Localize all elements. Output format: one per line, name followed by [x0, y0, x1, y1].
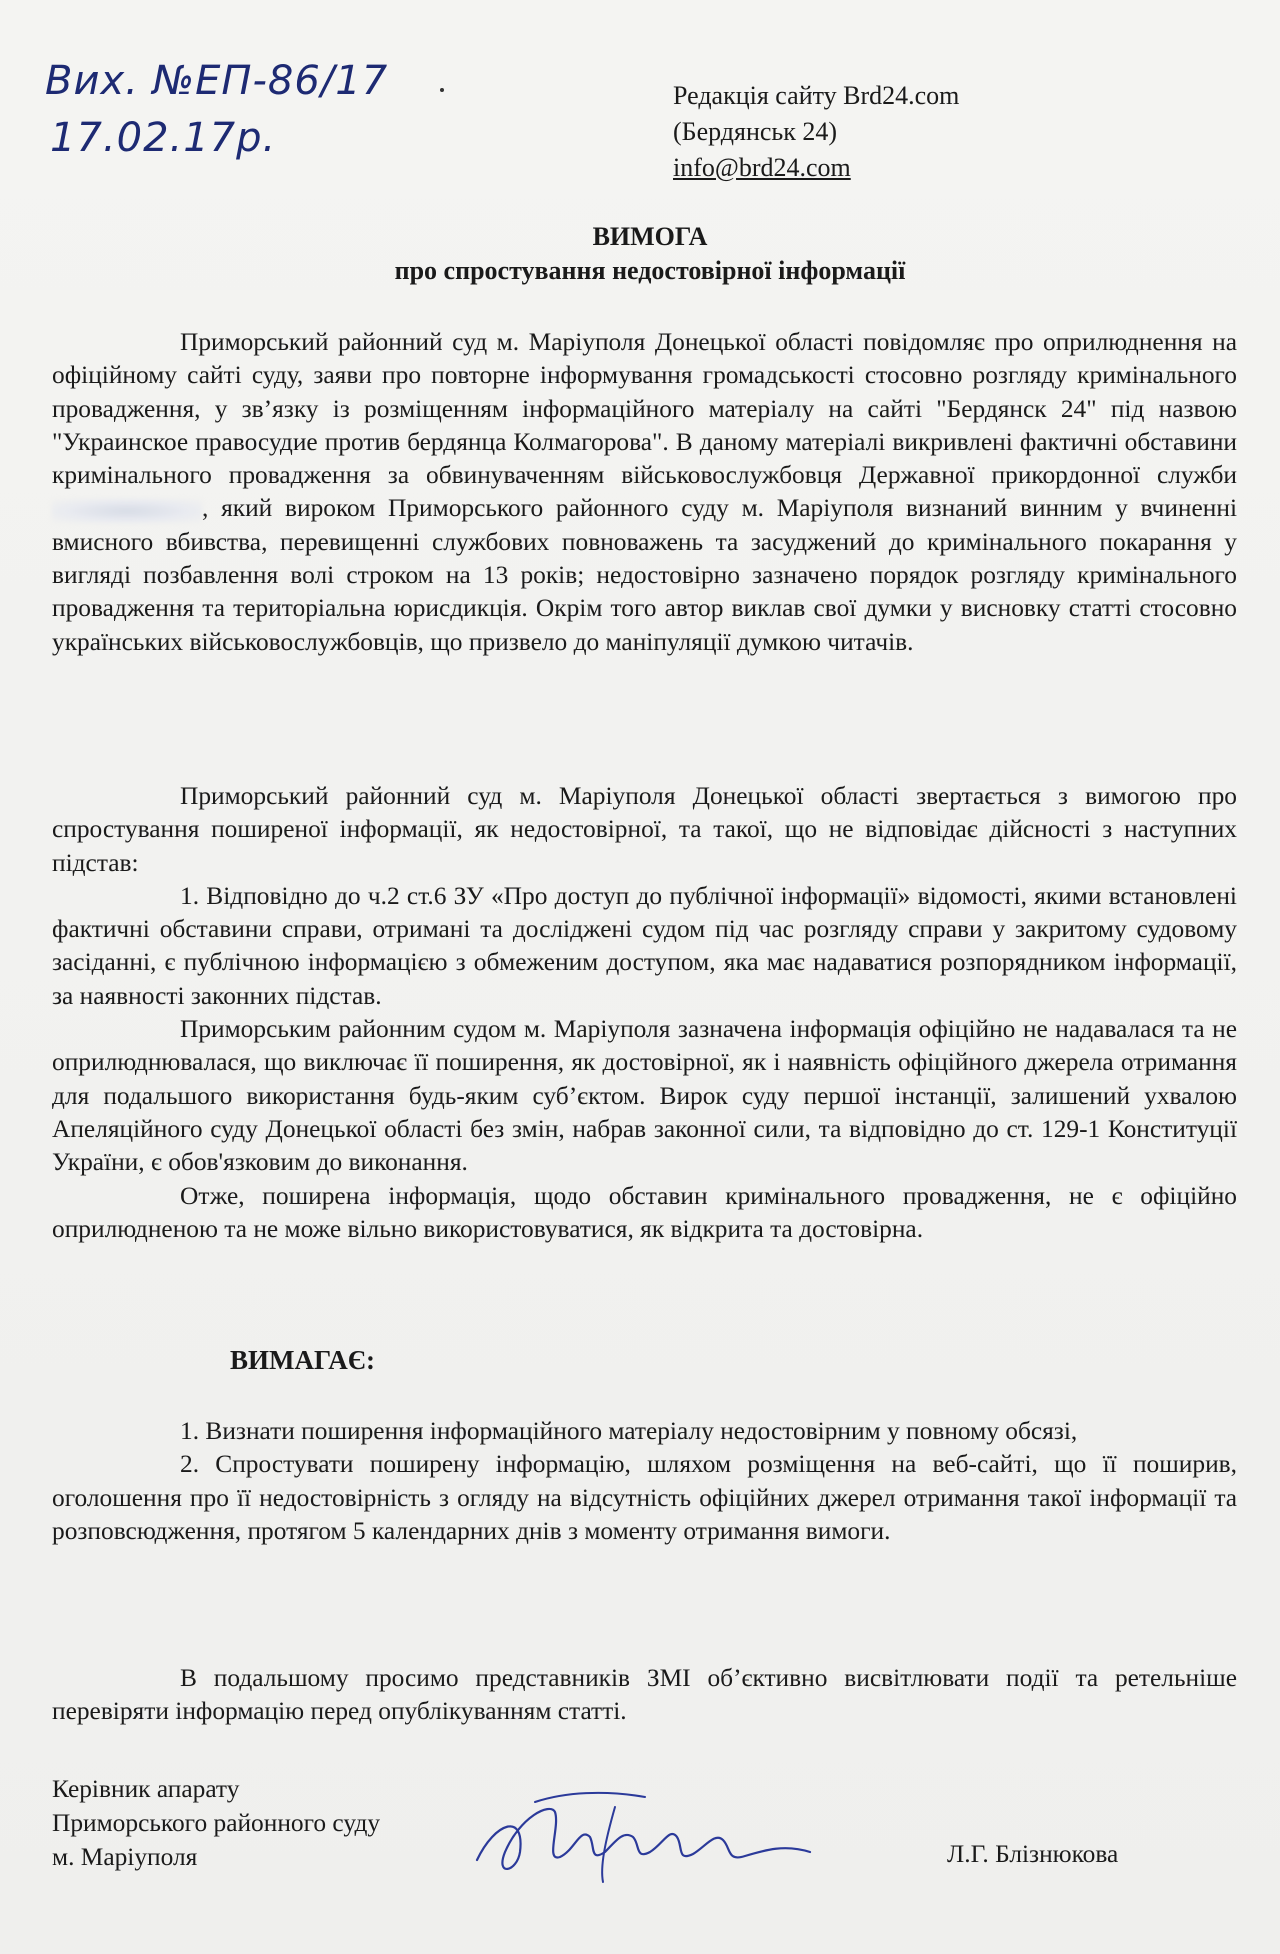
document-title: ВИМОГА: [592, 222, 708, 251]
signer-name: Л.Г. Блізнюкова: [947, 1840, 1119, 1868]
addressee-line2: (Бердянськ 24): [673, 117, 838, 146]
handwritten-outgoing-date: 17.02.17р.: [50, 115, 277, 161]
demand-item-2: 2. Спростувати поширену інформацію, шляхом розміщення на веб-сайті, що її поширив, оголошення про її недостовірність з огляду на відсутність офіційних джерел отримання такої інформації та розповсюдження, протягом 5 календарних днів з моменту отримання вимоги.: [52, 1450, 1237, 1545]
ground-1-paragraph: 1. Відповідно до ч.2 ст.6 ЗУ «Про доступ до публічної інформації» відомості, якими встановлені фактичні обставини справи, отримані та досліджені судом під час розгляду справи у закритому судовому засіданні, є публічною інформацією з обмеженим доступом, яка має надаватися розпорядником інформації, за наявності законних підстав.: [52, 881, 1237, 1010]
intro-text-a: Приморський районний суд м. Маріуполя Донецької області повідомляє про оприлюднення на офіційному сайті суду, заяви про повторне інформування громадськості стосовно розгляду кримінального провадження, у зв’язку із розміщенням інформаційного матеріалу на сайті "Бердянск 24" під назвою "Украинское правосудие против бердянца Колмагорова". В даному матеріалі викривлені фактичні обставини кримінального провадження за обвинуваченням військовослужбовця Державної прикордонної служби: [52, 328, 1237, 490]
addressee-line1: Редакція сайту Brd24.com: [673, 81, 960, 110]
signatory-line1: Керівник апарату: [52, 1775, 240, 1803]
document-subtitle: про спростування недостовірної інформації: [394, 256, 906, 285]
signatory-line2: Приморського районного суду: [52, 1809, 381, 1837]
addressee-block: [673, 78, 959, 186]
appeal-paragraph: Приморський районний суд м. Маріуполя Донецької області звертається з вимогою про спростування поширеної інформації, як недостовірної, та такої, що не відповідає дійсності з наступних підстав:: [52, 782, 1237, 877]
intro-paragraph: [52, 326, 1237, 659]
redacted-name: [52, 499, 202, 523]
addressee-email-link[interactable]: info@brd24.com: [673, 153, 851, 182]
handwritten-signature: [465, 1782, 835, 1892]
handwritten-outgoing-number: Вих. №ЕП-86/17: [45, 58, 389, 104]
demands-heading: ВИМАГАЄ:: [230, 1345, 376, 1375]
ground-3-paragraph: Отже, поширена інформація, щодо обставин кримінального провадження, не є офіційно оприлюдненою та не може вільно використовуватися, як відкрита та достовірна.: [52, 1181, 1237, 1243]
ink-dot: [440, 88, 444, 92]
demand-item-1: 1. Визнати поширення інформаційного матеріалу недостовірним у повному обсязі,: [180, 1417, 1078, 1445]
demands-list: [52, 1415, 1237, 1548]
closing-paragraph: [52, 1662, 1237, 1729]
intro-text-b: , який вироком Приморського районного суду м. Маріуполя визнаний винним у вчиненні вмисного вбивства, перевищенні службових повноважень та засуджений до кримінального покарання у вигляді позбавлення волі строком на 13 років; недостовірно зазначено порядок розгляду кримінального провадження та територіальна юрисдикція. Окрім того автор виклав свої думки у висновку статті стосовно українських військовослужбовців, що призвело до маніпуляції думкою читачів.: [52, 494, 1237, 656]
signatory-line3: м. Маріуполя: [52, 1843, 198, 1871]
appeal-section: [52, 780, 1237, 1246]
closing-text: В подальшому просимо представників ЗМІ об’єктивно висвітлювати події та ретельніше перевіряти інформацію перед опублікуванням статті.: [52, 1664, 1237, 1726]
ground-2-paragraph: Приморським районним судом м. Маріуполя зазначена інформація офіційно не надавалася та не оприлюднювалася, що виключає її поширення, як достовірної, як і наявність офіційного джерела отримання для подальшого використання будь-яким суб’єктом. Вирок суду першої інстанції, залишений ухвалою Апеляційного суду Донецької області без змін, набрав законної сили, та відповідно до ст. 129-1 Конституції України, є обов'язковим до виконання.: [52, 1015, 1237, 1177]
signatory-position: [52, 1772, 380, 1874]
